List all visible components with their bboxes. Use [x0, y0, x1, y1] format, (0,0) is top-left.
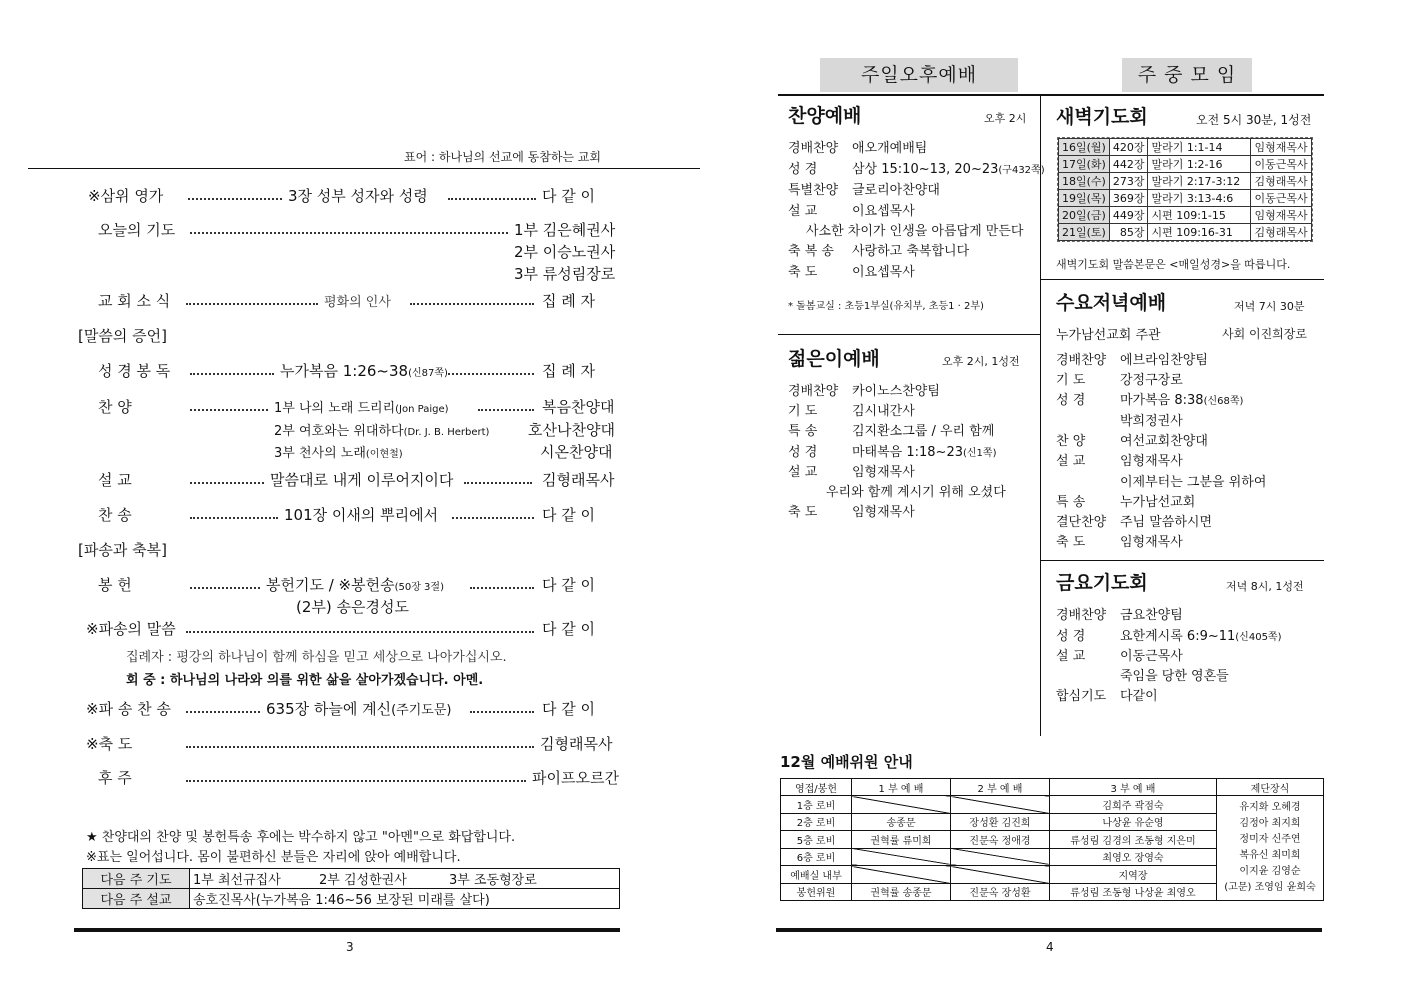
- wednesday-title: 수요저녁예배: [1056, 292, 1167, 314]
- order-item: 누가복음 1:26~38(신87쪽): [280, 362, 448, 380]
- order-by: 다 같 이: [542, 700, 596, 718]
- church-motto: 표어 : 하나님의 선교에 동참하는 교회: [404, 150, 601, 164]
- order-label: 교 회 소 식: [98, 292, 171, 310]
- top-rule: [778, 94, 1324, 96]
- next-prayer-label: 다음 주 기도: [83, 869, 190, 889]
- order-label: 봉 헌: [98, 576, 132, 594]
- order-item: 봉헌기도 / ※봉헌송(50장 3절): [266, 576, 444, 594]
- order-item: (2부) 송은경성도: [296, 598, 409, 616]
- footer-rule: [74, 928, 620, 932]
- order-item: 3장 성부 성자와 성령: [288, 187, 428, 205]
- praise-title: 찬양예배: [788, 105, 862, 127]
- wednesday-time: 저녁 7시 30분: [1234, 300, 1305, 313]
- section-heading: [파송과 축복]: [78, 541, 167, 559]
- band-sunday-afternoon: 주일오후예배: [820, 58, 1018, 92]
- dismissal-people: 회 중 : 하나님의 나라와 의를 위한 삶을 살아가겠습니다. 아멘.: [126, 673, 484, 688]
- praise-time: 오후 2시: [984, 112, 1027, 125]
- order-item: 말씀대로 내게 이루어지이다: [270, 471, 454, 489]
- dawn-note: 새벽기도회 말씀본문은 <매일성경>을 따릅니다.: [1056, 258, 1291, 271]
- order-label: ※삼위 영가: [88, 187, 164, 205]
- order-label: ※파 송 찬 송: [86, 700, 171, 718]
- note: ★ 찬양대의 찬양 및 봉헌특송 후에는 박수하지 않고 "아멘"으로 화답합니다.: [86, 830, 516, 845]
- order-by: 2부 이승노권사: [514, 243, 616, 261]
- band-weekday: 주 중 모 임: [1122, 58, 1252, 92]
- order-label: 찬 양: [98, 398, 132, 416]
- order-label: ※축 도: [86, 735, 133, 753]
- order-by: 호산나찬양대: [528, 421, 615, 439]
- column-divider: [1040, 96, 1041, 736]
- footer-rule: [776, 928, 1322, 932]
- header-rule: [28, 168, 700, 169]
- order-item: 1부 나의 노래 드리리(Jon Paige): [274, 401, 449, 416]
- order-by: 3부 류성림장로: [514, 265, 616, 283]
- order-label: 설 교: [98, 471, 132, 489]
- section-heading: [말씀의 증언]: [78, 327, 167, 345]
- next-prayer-value: 1부 최선규집사 2부 김성한권사 3부 조동형장로: [190, 869, 620, 889]
- order-by: 1부 김은혜권사: [514, 221, 616, 239]
- youth-title: 젊은이예배: [788, 348, 880, 370]
- order-item: 635장 하늘에 계신(주기도문): [266, 700, 452, 718]
- order-by: 복음찬양대: [542, 398, 615, 416]
- order-by: 다 같 이: [542, 620, 596, 638]
- note: ※표는 일어섭니다. 몸이 불편하신 분들은 자리에 앉아 예배합니다.: [86, 850, 461, 865]
- order-by: 집 례 자: [542, 292, 596, 310]
- dawn-schedule-table: 16일(월) 420장 말라기 1:1-14 임형재목사 17일(화) 442장 말라기 1:2-16 이동근목사 18일(수) 273장 말라기 2:17-3:12 김형래목사 19일(목) 369장 말라기 3:13-4:6 이동근목사 20일(금) 449장 시편 109:1-15 임형재목사 21일(토) 85장 시편 109:16-31 김형래목사: [1058, 138, 1312, 241]
- order-label: 찬 송: [98, 506, 132, 524]
- order-label: ※파송의 말씀: [86, 620, 176, 638]
- order-by: 다 같 이: [542, 506, 596, 524]
- next-week-table: [82, 868, 620, 909]
- order-by: 집 례 자: [542, 362, 596, 380]
- dawn-time: 오전 5시 30분, 1성전: [1196, 113, 1312, 127]
- wednesday-presider: 사회 이진희장로: [1222, 327, 1307, 341]
- praise-footnote: * 돌봄교실 : 초등1부실(유치부, 초등1 · 2부): [788, 301, 984, 312]
- order-item: 2부 여호와는 위대하다(Dr. J. B. Herbert): [274, 424, 490, 439]
- order-by: 다 같 이: [542, 187, 596, 205]
- order-label: 후 주: [98, 769, 132, 787]
- order-by: 김형래목사: [542, 471, 615, 489]
- next-sermon-label: 다음 주 설교: [83, 889, 190, 909]
- dismissal-leader: 집례자 : 평강의 하나님이 함께 하심을 믿고 세상으로 나아가십시오.: [126, 650, 507, 665]
- friday-time: 저녁 8시, 1성전: [1226, 580, 1304, 593]
- order-label: 성 경 봉 독: [98, 362, 171, 380]
- order-by: 다 같 이: [542, 576, 596, 594]
- order-by: 시온찬양대: [540, 443, 613, 461]
- order-by: 김형래목사: [540, 735, 613, 753]
- dawn-title: 새벽기도회: [1056, 106, 1148, 128]
- page-number: 3: [346, 940, 354, 954]
- order-label: 오늘의 기도: [98, 221, 176, 239]
- friday-title: 금요기도회: [1056, 572, 1148, 594]
- page-number: 4: [1046, 940, 1054, 954]
- next-sermon-value: 송호진목사(누가복음 1:46~56 보장된 미래를 살다): [190, 889, 620, 909]
- committee-title: 12월 예배위원 안내: [780, 753, 913, 771]
- committee-table: 영접/봉헌 1 부 예 배 2 부 예 배 3 부 예 배 제단장식 1층 로비 김희주 곽점숙 유지화 오혜경 김정아 최지희 정미자 신주연 복유신 최미희 이지윤 김영순 (고문) 조영임 윤희숙 2층 로비 송종문 장성환 김진희 나상윤 유순영 5층 로비 권혁률 류미희 진문옥 정애경 류성림 김경의 조동형 지은미 6층 로비 최영오 장영숙 예배실 내부 지역장 봉헌위원 권혁률 송종문 진문옥 장성환 류성림 조동형 나상윤 최영오: [780, 778, 1324, 901]
- youth-time: 오후 2시, 1성전: [942, 355, 1020, 368]
- order-item: 평화의 인사: [324, 295, 391, 310]
- order-item: 101장 이새의 뿌리에서: [284, 506, 439, 524]
- order-item: 3부 천사의 노래(이현철): [274, 446, 403, 461]
- wednesday-host: 누가남선교회 주관: [1056, 328, 1161, 343]
- order-by: 파이프오르간: [532, 769, 619, 787]
